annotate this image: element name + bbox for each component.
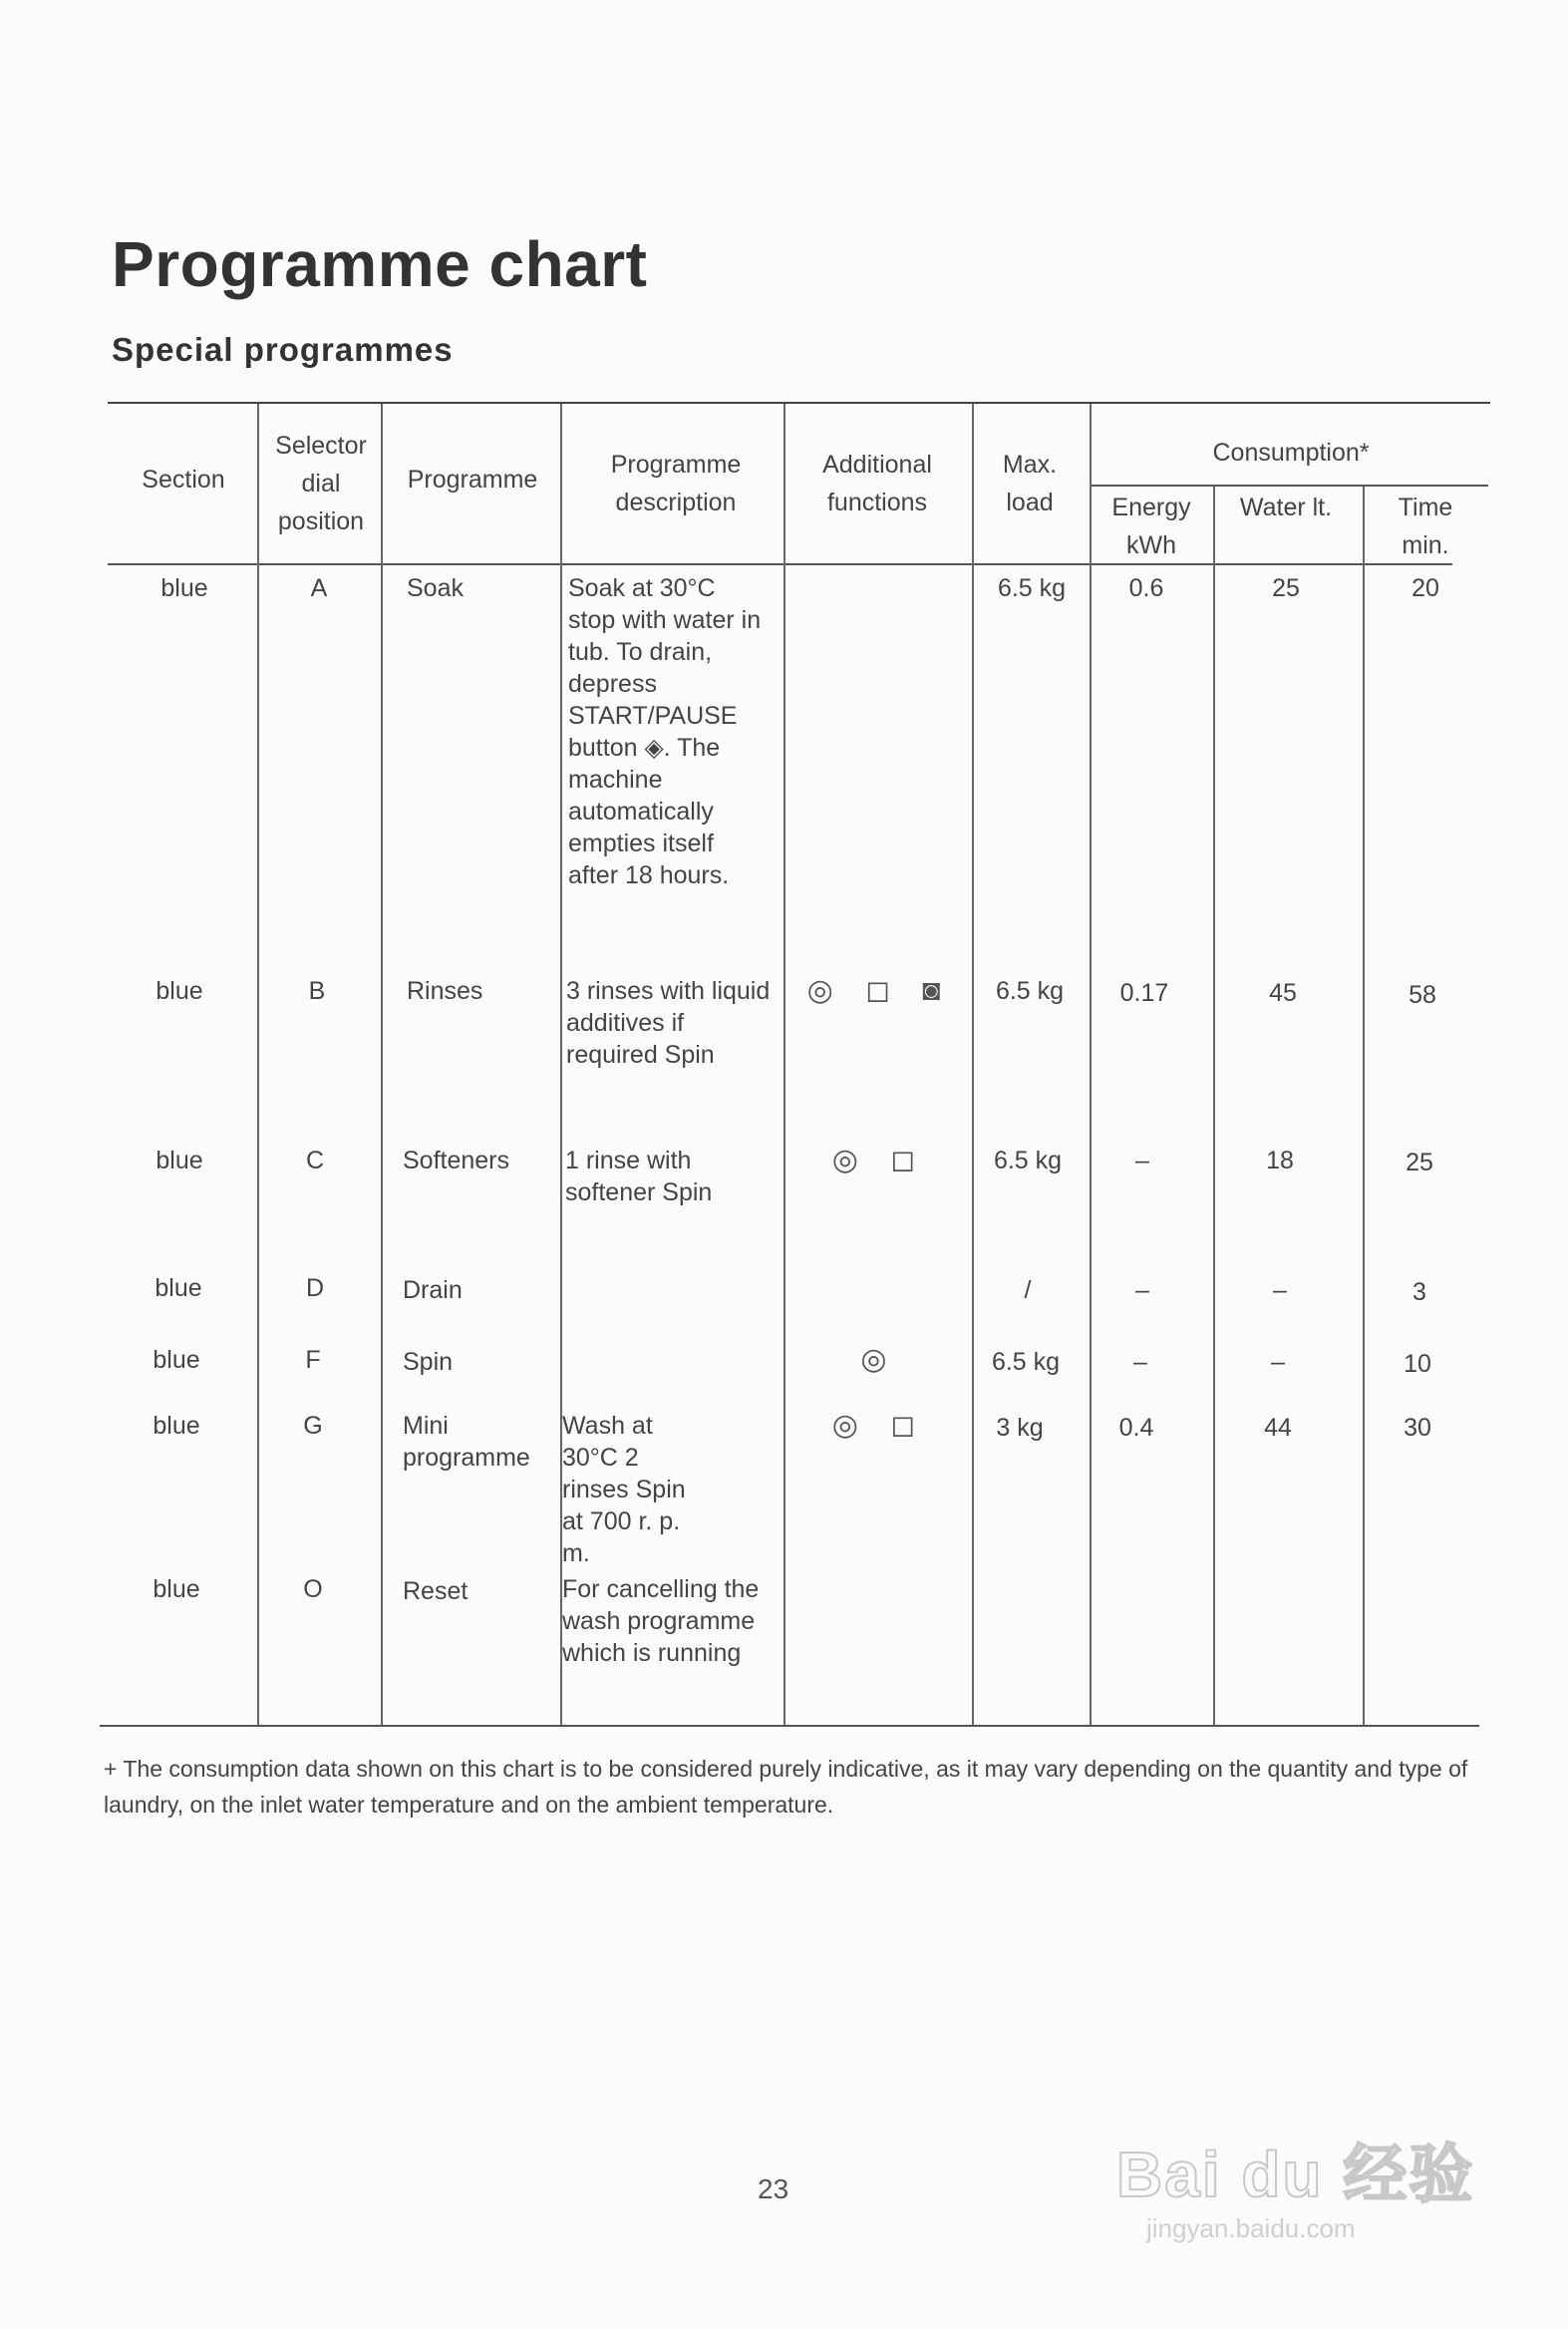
col-divider — [257, 404, 259, 1725]
cell-section: blue — [156, 977, 203, 1005]
col-divider — [1213, 487, 1215, 1725]
watermark — [1116, 2124, 1515, 2273]
cell-programme: Mini programme — [403, 1412, 530, 1472]
cell-selector: C — [305, 1147, 325, 1174]
page-title: Programme chart — [112, 228, 648, 300]
header-time: Time min. — [1398, 494, 1453, 559]
cell-programme: Reset — [403, 1577, 469, 1605]
cell-programme: Softeners — [403, 1147, 510, 1174]
additional-functions-icons: ◎ ◻ — [831, 1409, 928, 1442]
cell-description: Wash at 30°C 2 rinses Spin at 700 r. p. m. — [562, 1412, 686, 1567]
table-bottom-rule — [100, 1725, 1479, 1727]
cell-section: blue — [153, 1346, 200, 1374]
cell-time: 20 — [1411, 574, 1439, 602]
consumption-rule — [1090, 485, 1488, 487]
cell-energy: 0.4 — [1118, 1414, 1154, 1442]
header-consumption: Consumption* — [1212, 439, 1370, 467]
cell-description: Soak at 30°C stop with water in tub. To drain, depress START/PAUSE button ◈. The machine automatically empties itself after 18 hours. — [568, 574, 762, 889]
cell-energy: – — [1135, 1147, 1149, 1174]
cell-max-load: 3 kg — [996, 1414, 1044, 1442]
header-additional: Additional functions — [822, 451, 932, 516]
col-divider — [784, 404, 785, 1725]
cell-time: 30 — [1404, 1414, 1431, 1442]
additional-functions-icons: ◎ — [860, 1343, 899, 1376]
footnote: + The consumption data shown on this chart is to be considered purely indicative, as it may vary depending on the quantity and type of laundry, on the inlet water temperature and on the ambient temperature. — [104, 1756, 1468, 1818]
cell-max-load: 6.5 kg — [991, 1348, 1061, 1376]
header-water: Water lt. — [1239, 494, 1333, 521]
header-selector: Selector dial position — [275, 432, 367, 535]
cell-selector: A — [310, 574, 328, 602]
header-energy: Energy kWh — [1111, 494, 1191, 559]
cell-section: blue — [153, 1575, 200, 1603]
additional-functions-icons: ◎ ◻ — [831, 1144, 928, 1176]
cell-max-load: 6.5 kg — [995, 977, 1065, 1005]
header-max-load: Max. load — [1002, 451, 1058, 516]
cell-description: For cancelling the wash programme which is running — [562, 1575, 760, 1667]
table-top-rule — [108, 402, 1490, 404]
cell-description: 1 rinse with softener Spin — [565, 1147, 713, 1206]
header-section: Section — [142, 466, 225, 494]
cell-energy: – — [1133, 1348, 1147, 1376]
cell-time: 25 — [1406, 1149, 1433, 1176]
cell-programme: Soak — [407, 574, 464, 602]
page-subtitle: Special programmes — [112, 331, 454, 368]
header-description: Programme description — [610, 451, 742, 516]
cell-programme: Drain — [403, 1276, 463, 1304]
col-divider — [1090, 404, 1092, 1725]
cell-selector: O — [303, 1575, 323, 1603]
cell-description: 3 rinses with liquid additives if required Spin — [566, 977, 771, 1069]
cell-max-load: 6.5 kg — [997, 574, 1067, 602]
cell-time: 10 — [1404, 1350, 1431, 1378]
cell-selector: G — [303, 1412, 323, 1440]
cell-water: 45 — [1269, 979, 1297, 1007]
cell-section: blue — [156, 1147, 203, 1174]
cell-section: blue — [160, 574, 208, 602]
cell-selector: B — [308, 977, 326, 1005]
col-divider — [972, 404, 974, 1725]
cell-selector: F — [305, 1346, 321, 1374]
cell-time: 3 — [1412, 1278, 1426, 1306]
cell-water: – — [1271, 1348, 1285, 1376]
cell-energy: 0.17 — [1119, 979, 1169, 1007]
cell-water: 44 — [1264, 1414, 1292, 1442]
cell-water: 25 — [1272, 574, 1300, 602]
cell-energy: 0.6 — [1128, 574, 1164, 602]
cell-max-load: 6.5 kg — [993, 1147, 1063, 1174]
watermark-url: jingyan.baidu.com — [1146, 2213, 1356, 2243]
additional-functions-icons: ◎ ◻ ◙ — [806, 974, 953, 1007]
cell-programme: Rinses — [407, 977, 483, 1005]
col-divider — [1363, 487, 1365, 1725]
cell-max-load: / — [1024, 1276, 1032, 1304]
cell-programme: Spin — [403, 1348, 454, 1376]
header-programme: Programme — [407, 466, 538, 494]
table-header-rule — [108, 563, 1452, 565]
col-divider — [381, 404, 383, 1725]
cell-selector: D — [305, 1274, 325, 1302]
cell-time: 58 — [1409, 981, 1436, 1009]
page-number: 23 — [758, 2173, 789, 2204]
cell-section: blue — [155, 1274, 202, 1302]
cell-energy: – — [1135, 1276, 1149, 1304]
watermark-logo: Bai du 经验 — [1116, 2139, 1475, 2210]
cell-water: – — [1273, 1276, 1287, 1304]
cell-water: 18 — [1266, 1147, 1294, 1174]
cell-section: blue — [153, 1412, 200, 1440]
